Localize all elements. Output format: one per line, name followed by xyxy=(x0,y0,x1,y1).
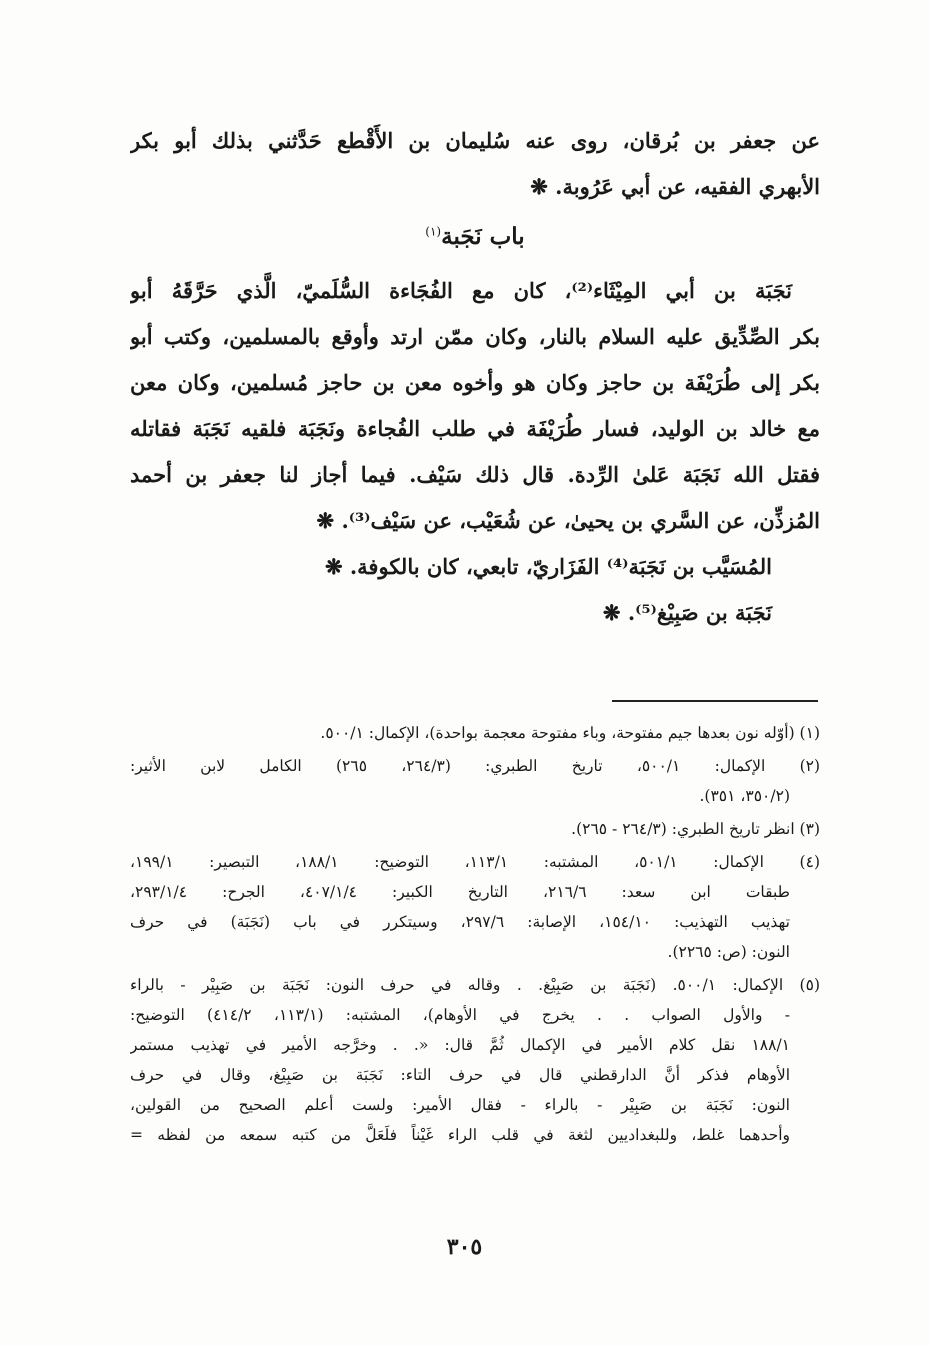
section-heading xyxy=(130,212,820,262)
footnote-line: (٤) الإكمال: ٥٠١/١، المشتبه: ١١٣/١، التوضيح: ١٨٨/١، التبصير: ١٩٩/١، xyxy=(130,853,820,871)
text-line: فقتل الله نَجَبَة عَلىٰ الرِّدة. قال ذلك سَيْف. فيما أجاز لنا جعفر بن أحمد xyxy=(130,462,820,487)
text-line: الأبهري الفقيه، عن أبي عَرُوبة. ❋ xyxy=(530,174,820,199)
text-line: المُزذِّن، عن السَّري بن يحيىٰ، عن شُعَيْب، عن سَيْف⁽³⁾. ❋ xyxy=(316,508,820,533)
footnote-3 xyxy=(130,814,820,844)
heading-footnote-ref: (١) xyxy=(425,224,442,239)
footnote-line: النون: نَجَبَة بن صَبِيْر - بالراء - فقال الأمير: ولست أعلم الصحيح من القولين، xyxy=(130,1096,790,1114)
footnote-line: تهذيب التهذيب: ١٥٤/١٠، الإصابة: ٢٩٧/٦، وسيتكرر في باب (نَجَبَة) في حرف xyxy=(130,913,790,931)
entry-line: المُسَيَّب بن نَجَبَة⁽⁴⁾ الفَزَاريّ، تابعي، كان بالكوفة. ❋ xyxy=(324,554,772,579)
text-line: عن جعفر بن بُرقان، روى عنه سُليمان بن الأَقْطع حَدَّثني بذلك أبو بكر xyxy=(130,128,820,153)
footnote-4 xyxy=(130,847,820,967)
footnote-line: النون: (ص: ٢٢٦٥). xyxy=(667,943,790,961)
text-line: بكر إلى طُرَيْفَة بن حاجز وكان هو وأخوه معن بن حاجز مُسلمين، وكان معن xyxy=(130,370,820,395)
footnote-line: (٣) انظر تاريخ الطبري: (٢٦٤/٣ - ٢٦٥). xyxy=(571,820,820,838)
footnote-line: وأحدهما غلط، وللبغداديين لثغة في قلب الراء غَيْناً فلَعَلَّ من كتبه سمعه من لفظه = xyxy=(130,1126,790,1144)
footnote-line: ١٨٨/١ نقل كلام الأمير في الإكمال ثُمَّ قال: «. . وخرَّجه الأمير في تهذيب مستمر xyxy=(130,1036,790,1054)
footnote-line: - والأول الصواب . . يخرج في الأوهام)، المشتبه: (١١٣/١، ٤١٤/٢) التوضيح: xyxy=(130,1006,790,1024)
footnote-line: طبقات ابن سعد: ٢١٦/٦، التاريخ الكبير: ٤٠٧/١/٤، الجرح: ٢٩٣/١/٤، xyxy=(130,883,790,901)
main-text xyxy=(130,118,820,636)
text-line: بكر الصِّدِّيق عليه السلام بالنار، وكان ممّن ارتد وأوقع بالمسلمين، وكتب أبو xyxy=(130,324,820,349)
footnote-line: الأوهام فذكر أنَّ الدارقطني قال في حرف التاء: نَجَبَة بن صَبِيْغ، وقال في حرف xyxy=(130,1066,790,1084)
footnote-5 xyxy=(130,970,820,1150)
footnote-2 xyxy=(130,751,820,811)
footnote-separator xyxy=(612,700,818,702)
heading-text: باب نَجَبة xyxy=(441,223,525,250)
entry-line: نَجَبَة بن صَبِيْغ⁽⁵⁾. ❋ xyxy=(602,600,772,625)
footnote-1 xyxy=(130,718,820,748)
text-line: مع خالد بن الوليد، فسار طُرَيْفَة في طلب الفُجاءة ونَجَبَة فلقيه نَجَبَة فقاتله xyxy=(130,416,820,441)
footnote-line: (٢) الإكمال: ٥٠٠/١، تاريخ الطبري: (٢٦٤/٣، ٢٦٥) الكامل لابن الأثير: xyxy=(130,757,820,775)
page-number: ٣٠٥ xyxy=(446,1234,483,1260)
text-line: نَجَبَة بن أبي المِيْثَاء⁽²⁾، كان مع الفُجَاءة السُّلَميّ، الَّذي حَرَّقَهُ أبو xyxy=(130,278,792,303)
footnote-line: (٣٥٠/٢، ٣٥١). xyxy=(699,787,790,805)
footnote-line: (٥) الإكمال: ٥٠٠/١. (نَجَبَة بن صَبِيْغ. . وقاله في حرف النون: نَجَبَة بن صَبِيْر - بالراء xyxy=(130,976,820,994)
footnotes xyxy=(130,718,820,1153)
footnote-line: (١) (أوّله نون بعدها جيم مفتوحة، وباء مفتوحة معجمة بواحدة)، الإكمال: ٥٠٠/١. xyxy=(320,724,820,742)
